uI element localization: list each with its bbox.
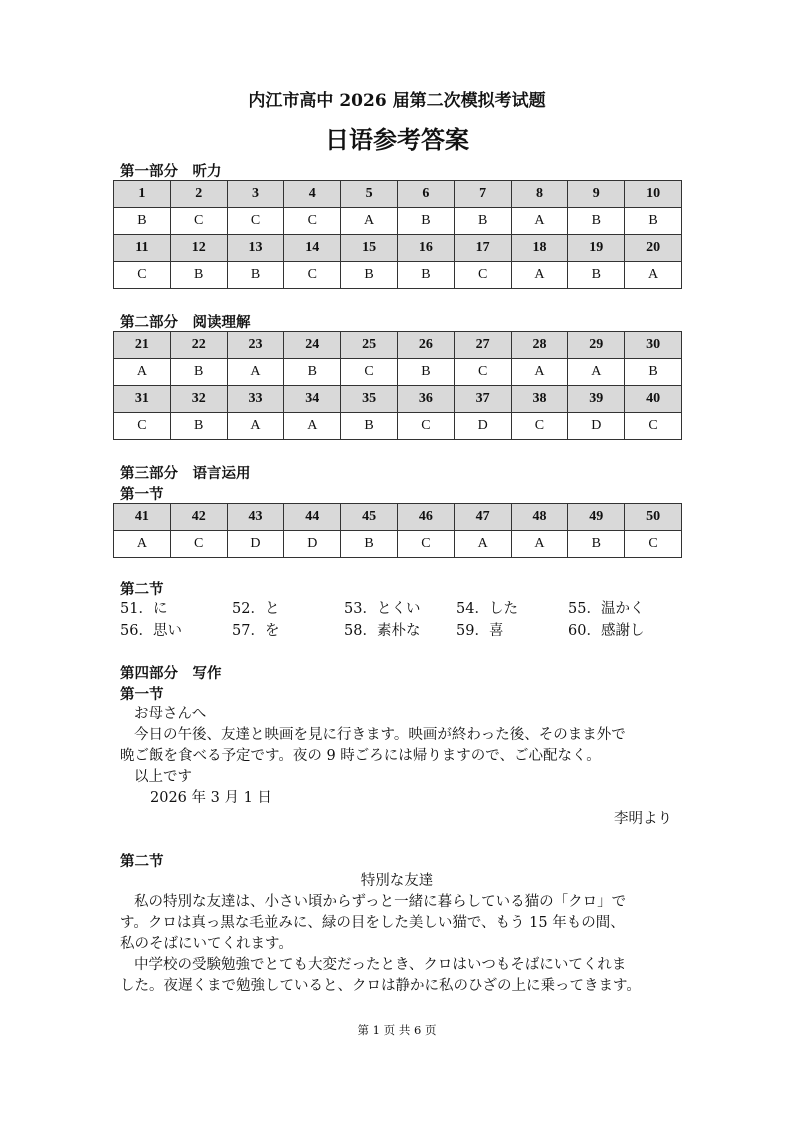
question-number-cell: 11 <box>114 235 171 262</box>
part3-section2-heading: 第二节 <box>120 581 164 598</box>
question-number-cell: 38 <box>511 386 568 413</box>
question-number-cell: 26 <box>397 332 454 359</box>
question-number-cell: 39 <box>568 386 625 413</box>
answer-cell: C <box>397 531 454 558</box>
answer-cell: B <box>341 413 398 440</box>
answer-cell: A <box>284 413 341 440</box>
answer-cell: A <box>227 413 284 440</box>
question-number-cell: 31 <box>114 386 171 413</box>
page-footer: 第 1 页 共 6 页 <box>357 1023 437 1037</box>
answer-cell: B <box>227 262 284 289</box>
part3-heading: 第三部分 语言运用 <box>120 465 251 482</box>
question-number-cell: 42 <box>170 504 227 531</box>
answer-cell: A <box>114 531 171 558</box>
question-number-cell: 47 <box>454 504 511 531</box>
answer-cell: C <box>625 413 682 440</box>
question-number-cell: 4 <box>284 181 341 208</box>
fill-answer-51: 51．に <box>120 601 168 617</box>
question-number-cell: 35 <box>341 386 398 413</box>
question-number-row <box>114 504 682 531</box>
question-number-cell: 44 <box>284 504 341 531</box>
answer-cell: D <box>454 413 511 440</box>
answer-cell: A <box>227 359 284 386</box>
answer-cell: A <box>511 208 568 235</box>
answer-row <box>114 359 682 386</box>
question-number-cell: 27 <box>454 332 511 359</box>
question-number-row <box>114 386 682 413</box>
fill-row <box>120 598 680 620</box>
question-number-cell: 14 <box>284 235 341 262</box>
essay-line: す。クロは真っ黒な毛並みに、緑の目をした美しい猫で、もう 15 年もの間、 <box>120 915 625 931</box>
answer-cell: A <box>625 262 682 289</box>
answer-cell: C <box>170 531 227 558</box>
answer-cell: C <box>454 359 511 386</box>
answer-cell: C <box>284 208 341 235</box>
question-number-row <box>114 235 682 262</box>
answer-cell: B <box>170 413 227 440</box>
part1-heading: 第一部分 听力 <box>120 163 222 180</box>
question-number-cell: 20 <box>625 235 682 262</box>
part4-section1-heading: 第一节 <box>120 686 164 703</box>
letter-line: 今日の午後、友達と映画を見に行きます。映画が終わった後、そのまま外で <box>134 727 626 743</box>
fill-row <box>120 620 680 642</box>
question-number-cell: 45 <box>341 504 398 531</box>
answer-cell: C <box>397 413 454 440</box>
part4-heading: 第四部分 写作 <box>120 665 222 682</box>
letter-signature: 李明より <box>614 811 672 827</box>
question-number-cell: 21 <box>114 332 171 359</box>
answer-cell: B <box>454 208 511 235</box>
answer-cell: C <box>511 413 568 440</box>
answer-cell: B <box>568 262 625 289</box>
fill-answer-57: 57．を <box>232 623 280 639</box>
answer-row <box>114 208 682 235</box>
answer-cell: C <box>284 262 341 289</box>
question-number-cell: 30 <box>625 332 682 359</box>
question-number-row <box>114 181 682 208</box>
exam-title: 内江市高中 2026 届第二次模拟考试题 <box>248 91 546 111</box>
part3-section1-heading: 第一节 <box>120 486 164 503</box>
question-number-cell: 15 <box>341 235 398 262</box>
answer-key-title: 日语参考答案 <box>325 125 469 154</box>
question-number-cell: 50 <box>625 504 682 531</box>
fill-answer-52: 52．と <box>232 601 280 617</box>
fill-answer-56: 56．思い <box>120 623 182 639</box>
answer-cell: A <box>511 359 568 386</box>
question-number-cell: 7 <box>454 181 511 208</box>
question-number-cell: 46 <box>397 504 454 531</box>
part4-section2-heading: 第二节 <box>120 853 164 870</box>
part2-answer-table <box>113 331 682 440</box>
question-number-cell: 32 <box>170 386 227 413</box>
question-number-cell: 9 <box>568 181 625 208</box>
answer-cell: B <box>397 208 454 235</box>
part1-answer-table <box>113 180 682 289</box>
answer-cell: B <box>397 262 454 289</box>
answer-cell: A <box>568 359 625 386</box>
answer-row <box>114 262 682 289</box>
question-number-cell: 8 <box>511 181 568 208</box>
answer-cell: C <box>625 531 682 558</box>
answer-cell: C <box>454 262 511 289</box>
fill-answer-55: 55．温かく <box>568 601 645 617</box>
answer-cell: B <box>568 208 625 235</box>
question-number-cell: 19 <box>568 235 625 262</box>
answer-cell: D <box>227 531 284 558</box>
letter-closing: 以上です <box>134 769 192 785</box>
question-number-cell: 49 <box>568 504 625 531</box>
answer-cell: D <box>284 531 341 558</box>
question-number-cell: 2 <box>170 181 227 208</box>
question-number-cell: 13 <box>227 235 284 262</box>
letter-date: 2026 年 3 月 1 日 <box>150 790 272 806</box>
question-number-cell: 28 <box>511 332 568 359</box>
question-number-cell: 23 <box>227 332 284 359</box>
answer-cell: B <box>568 531 625 558</box>
question-number-cell: 3 <box>227 181 284 208</box>
answer-cell: C <box>170 208 227 235</box>
answer-cell: B <box>114 208 171 235</box>
essay-line: した。夜遅くまで勉強していると、クロは静かに私のひざの上に乗ってきます。 <box>120 978 641 994</box>
essay-line: 私のそばにいてくれます。 <box>120 936 293 952</box>
question-number-cell: 10 <box>625 181 682 208</box>
question-number-cell: 34 <box>284 386 341 413</box>
letter-greeting: お母さんへ <box>134 706 207 722</box>
question-number-cell: 33 <box>227 386 284 413</box>
essay-line: 私の特別な友達は、小さい頃からずっと一緒に暮らしている猫の「クロ」で <box>134 894 627 910</box>
answer-cell: C <box>114 413 171 440</box>
answer-cell: B <box>170 359 227 386</box>
fill-answer-53: 53．とくい <box>344 601 421 617</box>
question-number-cell: 17 <box>454 235 511 262</box>
question-number-cell: 25 <box>341 332 398 359</box>
answer-cell: A <box>114 359 171 386</box>
answer-row <box>114 531 682 558</box>
fill-answer-60: 60．感謝し <box>568 623 645 639</box>
question-number-cell: 12 <box>170 235 227 262</box>
answer-cell: A <box>511 531 568 558</box>
question-number-cell: 40 <box>625 386 682 413</box>
question-number-cell: 43 <box>227 504 284 531</box>
answer-cell: B <box>284 359 341 386</box>
answer-cell: B <box>170 262 227 289</box>
question-number-cell: 6 <box>397 181 454 208</box>
question-number-cell: 18 <box>511 235 568 262</box>
question-number-cell: 41 <box>114 504 171 531</box>
answer-cell: D <box>568 413 625 440</box>
part3-answer-table <box>113 503 682 558</box>
question-number-cell: 1 <box>114 181 171 208</box>
fill-answer-58: 58．素朴な <box>344 623 421 639</box>
answer-cell: C <box>114 262 171 289</box>
answer-cell: C <box>227 208 284 235</box>
letter-line: 晩ご飯を食べる予定です。夜の 9 時ごろには帰りますので、ご心配なく。 <box>120 748 601 764</box>
part2-heading: 第二部分 阅读理解 <box>120 314 251 331</box>
answer-cell: A <box>454 531 511 558</box>
question-number-cell: 37 <box>454 386 511 413</box>
fill-in-answers <box>120 598 680 642</box>
answer-cell: B <box>341 531 398 558</box>
fill-answer-59: 59．喜 <box>456 623 504 639</box>
fill-answer-54: 54．した <box>456 601 518 617</box>
question-number-cell: 36 <box>397 386 454 413</box>
question-number-cell: 5 <box>341 181 398 208</box>
answer-cell: B <box>341 262 398 289</box>
question-number-cell: 24 <box>284 332 341 359</box>
question-number-cell: 16 <box>397 235 454 262</box>
answer-cell: B <box>625 359 682 386</box>
answer-cell: B <box>397 359 454 386</box>
answer-cell: A <box>511 262 568 289</box>
answer-cell: B <box>625 208 682 235</box>
answer-cell: C <box>341 359 398 386</box>
essay-line: 中学校の受験勉強でとても大変だったとき、クロはいつもそばにいてくれま <box>134 957 627 973</box>
answer-row <box>114 413 682 440</box>
essay-title: 特別な友達 <box>360 873 434 889</box>
question-number-cell: 29 <box>568 332 625 359</box>
question-number-row <box>114 332 682 359</box>
question-number-cell: 48 <box>511 504 568 531</box>
question-number-cell: 22 <box>170 332 227 359</box>
answer-cell: A <box>341 208 398 235</box>
